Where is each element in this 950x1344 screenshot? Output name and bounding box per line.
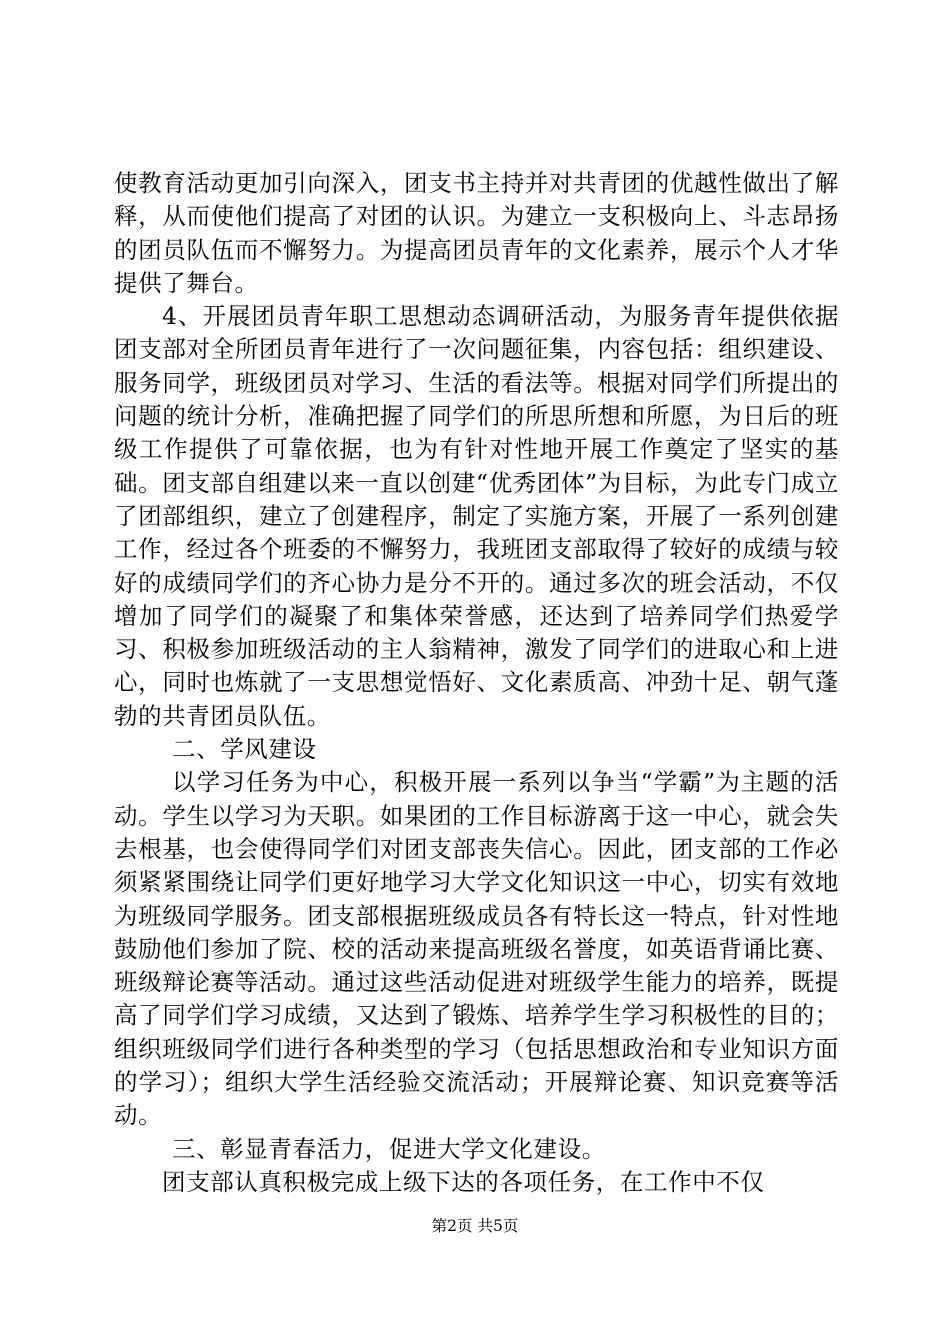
page-number-footer: 第2页 共5页 bbox=[431, 1217, 519, 1235]
paragraph-item-4: 4、开展团员青年职工思想动态调研活动，为服务青年提供依据团支部对全所团员青年进行了一次问题征集，内容包括：组织建设、服务同学，班级团员对学习、生活的看法等。根据对同学们所提出的问题的统计分析，准确把握了同学们的所思所想和所愿，为日后的班级工作提供了可靠依据，也为有针对性地开展工作奠定了坚实的基础。团支部自组建以来一直以创建“优秀团体”为目标，为此专门成立了团部组织，建立了创建程序，制定了实施方案，开展了一系列创建工作，经过各个班委的不懈努力，我班团支部取得了较好的成绩与较好的成绩同学们的齐心协力是分不开的。通过多次的班会活动，不仅增加了同学们的凝聚了和集体荣誉感，还达到了培养同学们热爱学习、积极参加班级活动的主人翁精神，激发了同学们的进取心和上进心，同时也炼就了一支思想觉悟好、文化素质高、冲劲十足、朝气蓬勃的共青团员队伍。 bbox=[114, 302, 839, 730]
section-heading-study-style: 二、学风建设 bbox=[172, 735, 317, 764]
paragraph-study-style: 以学习任务为中心，积极开展一系列以争当“学霸”为主题的活动。学生以学习为天职。如果团的工作目标游离于这一中心，就会失去根基，也会使得同学们对团支部丧失信心。因此，团支部的工作必须紧紧围绕让同学们更好地学习大学文化知识这一中心，切实有效地为班级同学服务。团支部根据班级成员各有特长这一特点，针对性地鼓励他们参加了院、校的活动来提高班级名誉度，如英语背诵比赛、班级辩论赛等活动。通过这些活动促进对班级学生能力的培养，既提高了同学们学习成绩，又达到了锻炼、培养学生学习积极性的目的；组织班级同学们进行各种类型的学习（包括思想政治和专业知识方面的学习）；组织大学生活经验交流活动；开展辩论赛、知识竞赛等活动。 bbox=[114, 768, 839, 1130]
paragraph-youth-vitality: 团支部认真积极完成上级下达的各项任务，在工作中不仅 bbox=[162, 1167, 765, 1196]
paragraph-continuation: 使教育活动更加引向深入，团支书主持并对共青团的优越性做出了解释，从而使他们提高了对团的认识。为建立一支积极向上、斗志昂扬的团员队伍而不懈努力。为提高团员青年的文化素养，展示个人才华提供了舞台。 bbox=[114, 169, 839, 297]
section-heading-youth-vitality: 三、彰显青春活力，促进大学文化建设。 bbox=[172, 1134, 606, 1163]
document-body bbox=[114, 167, 839, 1199]
